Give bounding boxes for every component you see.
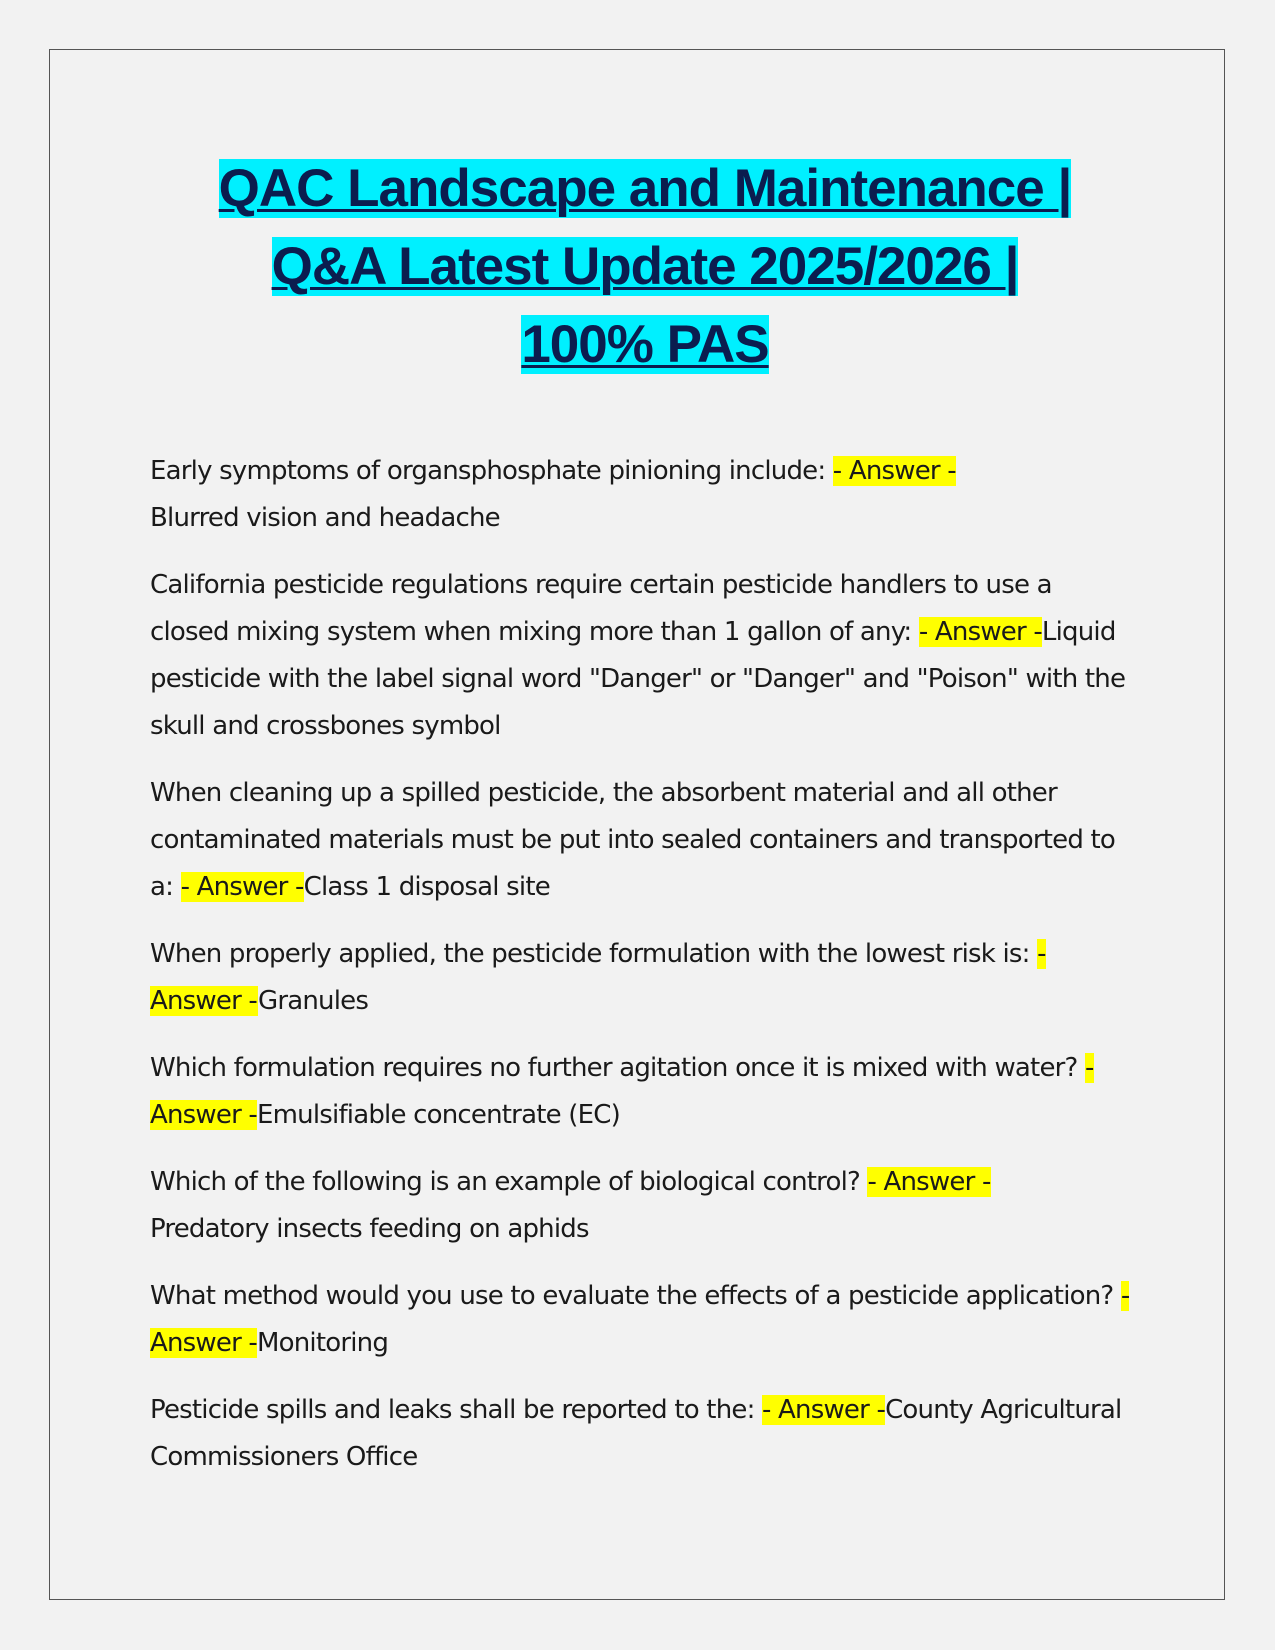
- qa-item: [150, 1045, 1130, 1139]
- answer-text: Liquid pesticide with the label signal word "Danger" or "Danger" and "Poison" with the skull and crossbones symbol: [150, 617, 1126, 741]
- answer-text: Class 1 disposal site: [303, 872, 550, 902]
- answer-tag: - Answer -: [180, 872, 304, 902]
- qa-item: [150, 448, 1130, 542]
- qa-item: [150, 931, 1130, 1025]
- question-text: Early symptoms of organsphosphate pinioning include:: [150, 456, 833, 486]
- qa-item: [150, 1387, 1130, 1481]
- question-text: When cleaning up a spilled pesticide, the absorbent material and all other contaminated materials must be put into sealed containers and transported to a:: [150, 778, 1115, 902]
- answer-tag: - Answer -: [150, 939, 1046, 1016]
- qa-item: [150, 1159, 1130, 1253]
- answer-tag: - Answer -: [867, 1167, 991, 1197]
- answer-tag: - Answer -: [918, 617, 1042, 647]
- qa-list: [150, 448, 1130, 1501]
- question-text: Which of the following is an example of biological control?: [150, 1167, 868, 1197]
- title-line-2: Q&A Latest Update 2025/2026 |: [271, 237, 1019, 296]
- title-line-1: QAC Landscape and Maintenance |: [218, 159, 1072, 218]
- answer-tag: - Answer -: [832, 456, 956, 486]
- answer-text: Granules: [257, 986, 369, 1016]
- question-text: California pesticide regulations require certain pesticide handlers to use a closed mixing system when mixing more than 1 gallon of any:: [150, 570, 1052, 647]
- answer-text: Monitoring: [257, 1328, 389, 1358]
- question-text: What method would you use to evaluate the effects of a pesticide application?: [150, 1281, 1121, 1311]
- qa-item: [150, 1273, 1130, 1367]
- answer-text: Predatory insects feeding on aphids: [150, 1214, 589, 1244]
- qa-item: [150, 770, 1130, 911]
- answer-tag: - Answer -: [150, 1053, 1094, 1130]
- answer-text: County Agricultural Commissioners Office: [150, 1395, 1122, 1472]
- title-line-3: 100% PAS: [521, 315, 769, 374]
- qa-item: [150, 562, 1130, 750]
- answer-text: Emulsifiable concentrate (EC): [257, 1100, 620, 1130]
- answer-text: Blurred vision and headache: [150, 503, 500, 533]
- answer-tag: - Answer -: [762, 1395, 886, 1425]
- document-title: [140, 150, 1150, 384]
- answer-tag: - Answer -: [150, 1281, 1130, 1358]
- question-text: When properly applied, the pesticide formulation with the lowest risk is:: [150, 939, 1038, 969]
- question-text: Which formulation requires no further agitation once it is mixed with water?: [150, 1053, 1085, 1083]
- question-text: Pesticide spills and leaks shall be reported to the:: [150, 1395, 762, 1425]
